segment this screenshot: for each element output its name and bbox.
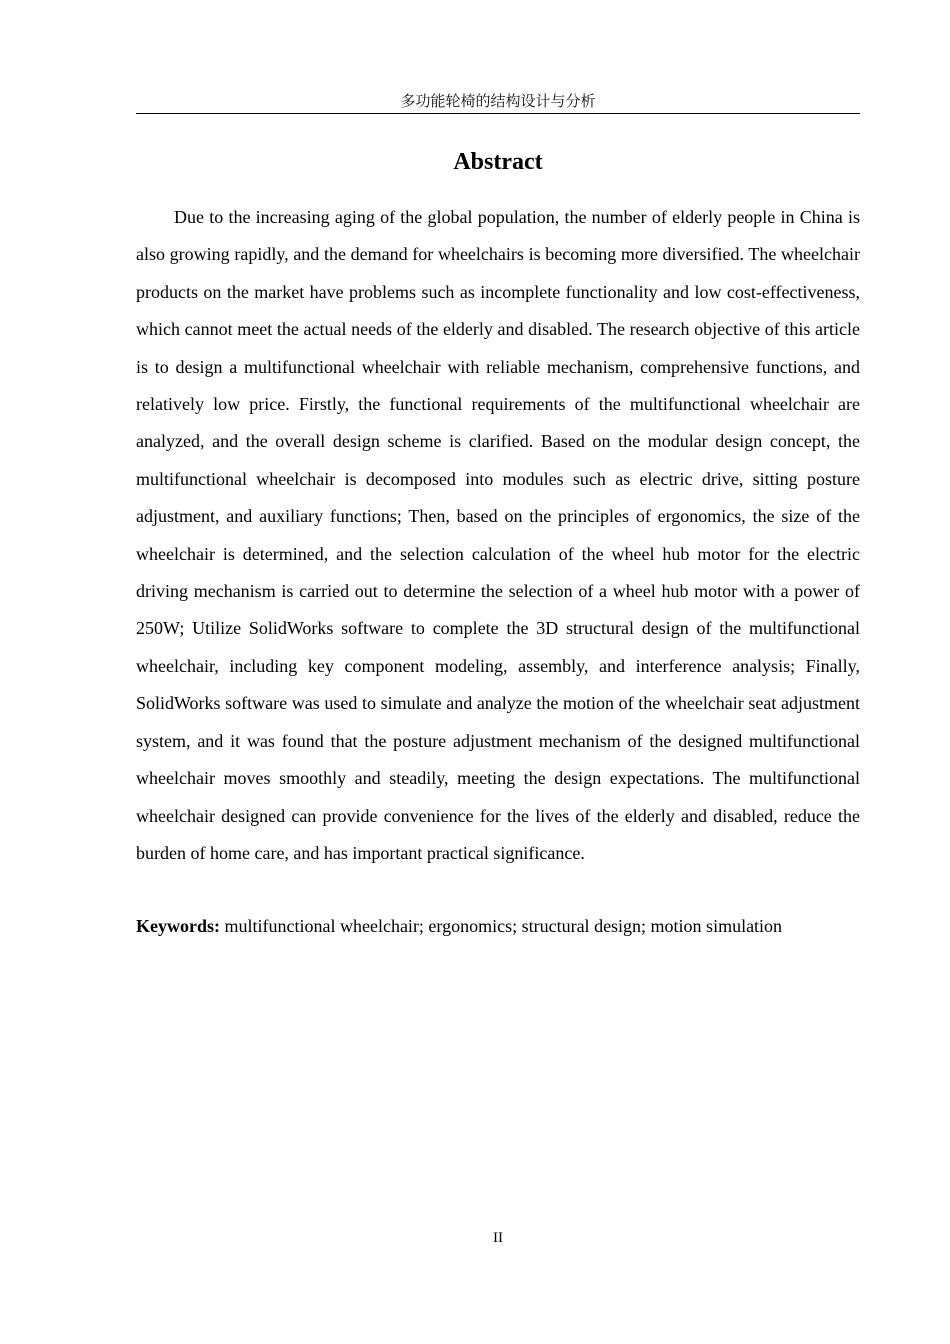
abstract-body: Due to the increasing aging of the global population, the number of elderly people in China is also growing rapidly, and the demand for wheelchairs is becoming more diversified. The wheelchair products on the market have problems such as incomplete functionality and low cost-effectiveness, which cannot meet the actual needs of the elderly and disabled. The research objective of this article is to design a multifunctional wheelchair with reliable mechanism, comprehensive functions, and relatively low price. Firstly, the functional requirements of the multifunctional wheelchair are analyzed, and the overall design scheme is clarified. Based on the modular design concept, the multifunctional wheelchair is decomposed into modules such as electric drive, sitting posture adjustment, and auxiliary functions; Then, based on the principles of ergonomics, the size of the wheelchair is determined, and the selection calculation of the wheel hub motor for the electric driving mechanism is carried out to determine the selection of a wheel hub motor with a power of 250W; Utilize SolidWorks software to complete the 3D structural design of the multifunctional wheelchair, including key component modeling, assembly, and interference analysis; Finally, SolidWorks software was used to simulate and analyze the motion of the wheelchair seat adjustment system, and it was found that the posture adjustment mechanism of the designed multifunctional wheelchair moves smoothly and steadily, meeting the design expectations. The multifunctional wheelchair designed can provide convenience for the lives of the elderly and disabled, reduce the burden of home care, and has important practical significance. xyxy=(136,207,860,863)
keywords-text: multifunctional wheelchair; ergonomics; structural design; motion simulation xyxy=(224,916,783,936)
keywords-label: Keywords: xyxy=(136,916,220,936)
running-header: 多功能轮椅的结构设计与分析 xyxy=(400,92,596,110)
header-rule xyxy=(136,113,860,114)
abstract-title: Abstract xyxy=(453,149,543,175)
page-number: II xyxy=(493,1230,503,1246)
keywords-line xyxy=(136,908,860,945)
